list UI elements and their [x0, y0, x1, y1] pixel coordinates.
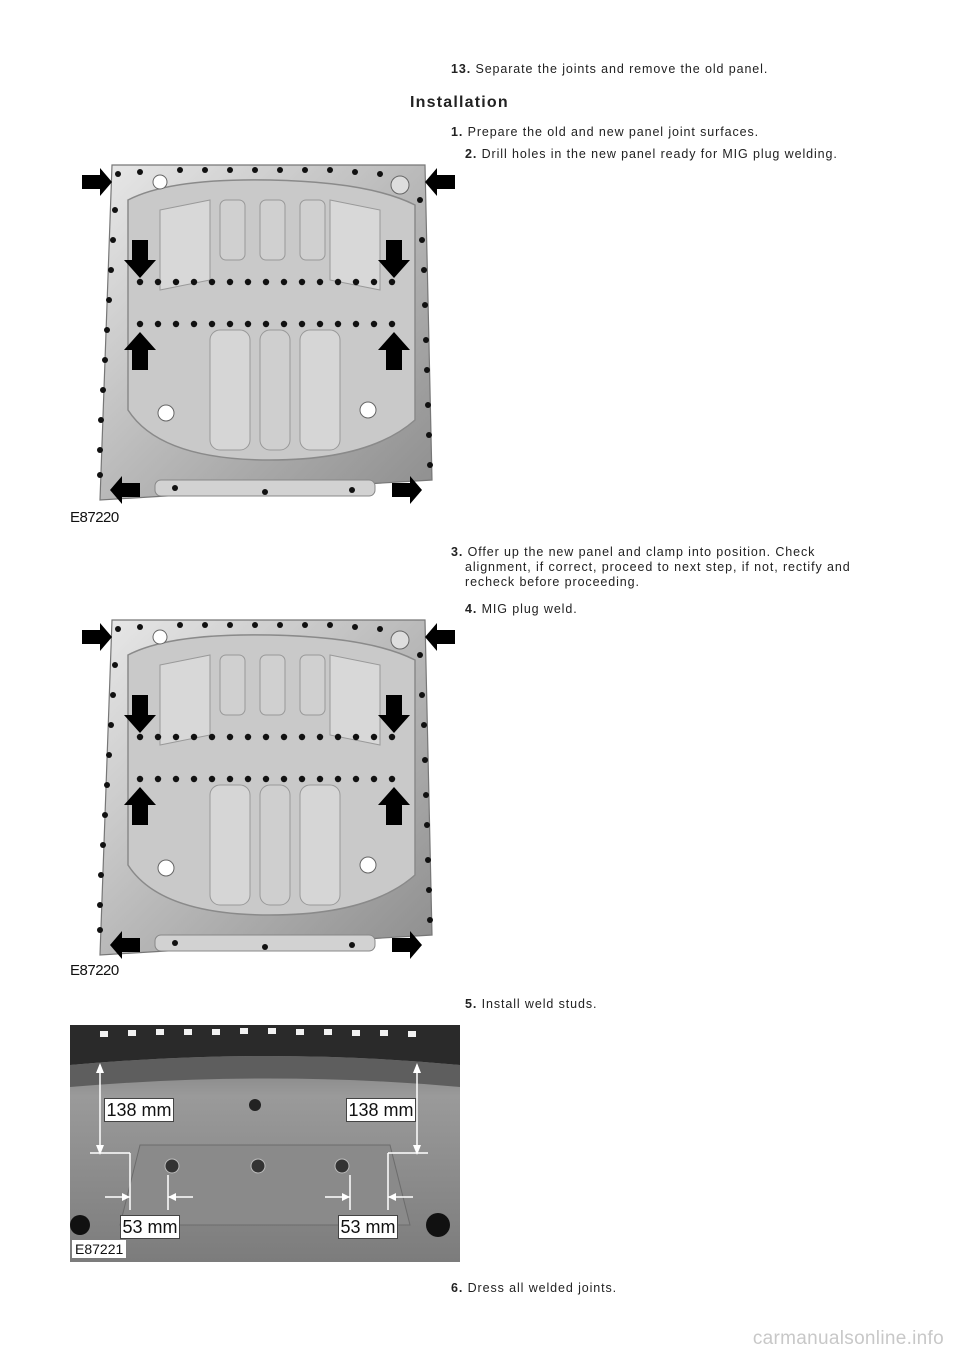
- step-text: Prepare the old and new panel joint surfaces.: [467, 125, 759, 139]
- panel-rib: [260, 330, 290, 450]
- plug-weld-dots-row-2: [137, 321, 395, 327]
- panel-rib: [220, 200, 245, 260]
- weld-stud-figure: [70, 1025, 460, 1262]
- panel-rib: [300, 655, 325, 715]
- hole: [153, 630, 167, 644]
- step-number: 3.: [451, 545, 464, 559]
- panel-rib: [220, 655, 245, 715]
- step-text: Drill holes in the new panel ready for MIG plug welding.: [481, 147, 838, 161]
- hole: [158, 860, 174, 876]
- hole: [391, 176, 409, 194]
- panel-rib: [260, 200, 285, 260]
- plug-weld-dots-row-2: [137, 776, 395, 782]
- step-text: Install weld studs.: [481, 997, 598, 1011]
- hole: [360, 402, 376, 418]
- panel-rib: [260, 655, 285, 715]
- arrow-right-icon: [82, 623, 112, 651]
- figure-label: E87221: [72, 1240, 126, 1258]
- watermark: carmanualsonline.info: [752, 1328, 944, 1349]
- plug-weld-dots-row-1: [137, 279, 395, 285]
- dimension-label-right-horizontal: 53 mm: [338, 1215, 398, 1239]
- step-text: Dress all welded joints.: [467, 1281, 618, 1295]
- section-heading: Installation: [410, 94, 509, 111]
- dimension-label-right-vertical: 138 mm: [346, 1098, 416, 1122]
- dimension-label-left-horizontal: 53 mm: [120, 1215, 180, 1239]
- step-text-line-2: alignment, if correct, proceed to next step, if not, rectify and: [465, 560, 851, 574]
- panel-rib: [160, 655, 210, 745]
- panel-rib: [330, 200, 380, 290]
- step-6: [451, 1281, 617, 1296]
- plug-weld-dots-row-1: [137, 734, 395, 740]
- panel-rib: [300, 330, 340, 450]
- step-number: 4.: [465, 602, 478, 616]
- step-number: 13.: [451, 62, 472, 76]
- floor-panel-figure-2: [70, 615, 460, 960]
- step-text: Offer up the new panel and clamp into position. Check: [467, 545, 816, 559]
- step-13: [451, 62, 768, 77]
- figure-label: E87220: [70, 509, 119, 526]
- hole: [360, 857, 376, 873]
- dimension-label-left-vertical: 138 mm: [104, 1098, 174, 1122]
- panel-rib: [210, 785, 250, 905]
- step-2: [465, 147, 838, 162]
- step-number: 2.: [465, 147, 478, 161]
- panel-rib: [260, 785, 290, 905]
- arrow-left-icon: [425, 623, 455, 651]
- arrow-left-icon: [425, 168, 455, 196]
- panel-rib: [300, 785, 340, 905]
- step-number: 1.: [451, 125, 464, 139]
- panel-rib: [330, 655, 380, 745]
- floor-panel-figure-1: [70, 160, 460, 505]
- hole: [158, 405, 174, 421]
- step-text: Separate the joints and remove the old panel.: [475, 62, 769, 76]
- step-1: [451, 125, 759, 140]
- figure-label: E87220: [70, 962, 119, 979]
- step-5: [465, 997, 597, 1012]
- panel-rib: [300, 200, 325, 260]
- panel-rib: [210, 330, 250, 450]
- step-4: [465, 602, 578, 617]
- arrow-right-icon: [82, 168, 112, 196]
- step-text: MIG plug weld.: [481, 602, 578, 616]
- step-3: [451, 545, 851, 590]
- hole: [153, 175, 167, 189]
- panel-rib: [160, 200, 210, 290]
- step-number: 6.: [451, 1281, 464, 1295]
- hole: [391, 631, 409, 649]
- step-number: 5.: [465, 997, 478, 1011]
- step-text-line-3: recheck before proceeding.: [465, 575, 640, 589]
